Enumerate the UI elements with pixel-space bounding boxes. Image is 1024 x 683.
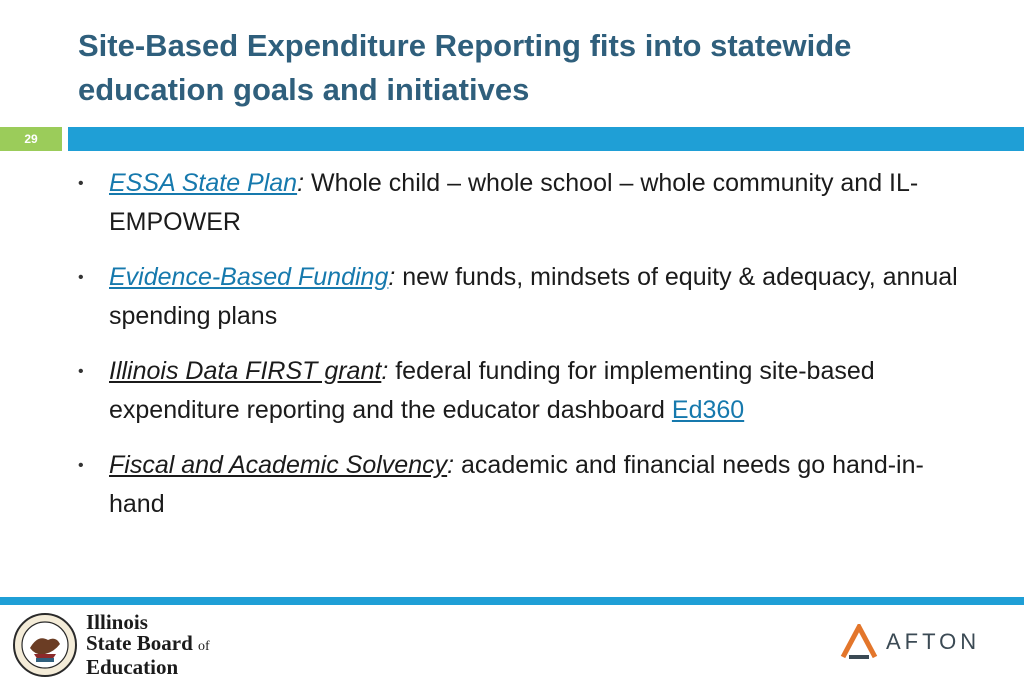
isbe-logo-text	[86, 612, 210, 678]
bullet-list	[78, 164, 978, 540]
bullet-ebf	[78, 258, 978, 336]
bullet-colon: :	[381, 357, 389, 385]
isbe-line-1: Illinois	[86, 610, 148, 634]
state-seal-icon	[12, 612, 78, 678]
ed360-link[interactable]: Ed360	[671, 396, 745, 424]
essa-state-plan-link[interactable]: ESSA State Plan	[109, 169, 298, 197]
bullet-colon: :	[297, 169, 305, 197]
data-first-grant-label: Illinois Data FIRST grant	[109, 357, 382, 385]
slide-title	[78, 24, 978, 112]
title-line-1: Site-Based Expenditure Reporting fits into statewide	[78, 28, 852, 63]
slide-number: 29	[0, 127, 62, 151]
afton-wordmark: AFTON	[886, 629, 981, 654]
header-bar	[68, 127, 1024, 151]
bullet-text: new funds, mindsets of equity & adequacy, annual spending plans	[109, 263, 958, 330]
afton-logo	[840, 624, 990, 662]
bullet-dot: •	[78, 457, 84, 474]
footer-bar	[0, 597, 1024, 605]
bullet-text: federal funding for implementing site-based expenditure reporting and the educator dashboard	[109, 357, 875, 424]
isbe-line-3: Education	[86, 655, 179, 679]
title-line-2: education goals and initiatives	[78, 72, 530, 107]
bullet-dot: •	[78, 269, 84, 286]
bullet-solvency	[78, 446, 978, 524]
bullet-dot: •	[78, 175, 84, 192]
bullet-dot: •	[78, 363, 84, 380]
isbe-line-2: State Board	[86, 631, 193, 655]
solvency-label: Fiscal and Academic Solvency	[109, 451, 448, 479]
evidence-based-funding-link[interactable]: Evidence-Based Funding	[109, 263, 389, 291]
isbe-of: of	[198, 639, 210, 654]
bullet-colon: :	[388, 263, 396, 291]
bullet-text: academic and financial needs go hand-in-hand	[109, 451, 924, 518]
afton-logo-icon	[840, 624, 878, 660]
bullet-text: Whole child – whole school – whole community and IL-EMPOWER	[109, 169, 919, 236]
bullet-essa	[78, 164, 978, 242]
bullet-colon: :	[447, 451, 455, 479]
bullet-data-first	[78, 352, 978, 430]
